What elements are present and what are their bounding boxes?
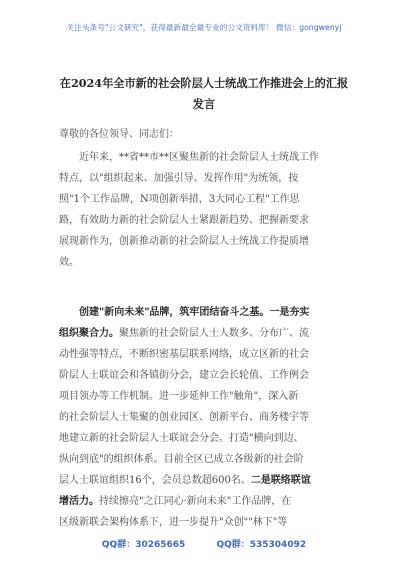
text-line: 聚焦新的社会阶层人士人数多、分布广、流 (119, 328, 309, 339)
subsection-heading: 二是联络联谊 (250, 475, 311, 486)
section-heading: 创建"新向未来"品牌，筑牢团结奋斗之基。一是夯实 (79, 307, 310, 318)
subsection-heading: 组织聚合力。 (59, 328, 119, 339)
text-line: 特点，以"组织起来、加强引导、发挥作用"为统领，按 (59, 173, 299, 184)
title-line-1: 在2024年全市新的社会阶层人士统战工作推进会上的汇报 (59, 76, 349, 90)
text-line: 的社会阶层人士集聚的创业园区、创新平台、商务楼宇等 (59, 412, 309, 423)
text-line: 地建立新的社会阶层人士联谊会分会。打造"横向到边、 (59, 433, 304, 444)
paragraph-intro (59, 147, 357, 273)
text-line: 项目领办等工作机制。进一步延伸工作"触角"，深入新 (59, 391, 299, 402)
qq-group-2: QQ群：535304092 (216, 540, 307, 550)
text-line: 近年来，**省**市**区聚焦新的社会阶层人士统战工作 (79, 152, 319, 163)
text-line: 纵向到底"的组织体系。目前全区已成立各级新的社会阶 (59, 454, 304, 465)
text-line: 层人士联谊组织16个，会员总数超600名。 (59, 475, 251, 486)
footer-contact (0, 537, 408, 550)
paragraph-section-1 (59, 302, 357, 533)
qq-group-1: QQ群：30265665 (101, 540, 186, 550)
title-line-2: 发言 (192, 97, 216, 111)
salutation: 尊敬的各位领导、同志们： (59, 129, 179, 140)
text-line: 照"1个工作品牌，N项创新举措，3大同心工程"工作思 (59, 194, 300, 205)
text-line: 路，有效助力新的社会阶层人士紧跟新趋势、把握新要求 (59, 215, 309, 226)
text-line: 持续擦亮"之江同心·新向未来"工作品牌，在 (99, 496, 292, 507)
subsection-heading: 增活力。 (59, 496, 99, 507)
document-title (40, 73, 368, 115)
text-line: 展现新作为，创新推动新的社会阶层人士统战工作提质增 (59, 236, 309, 247)
header-promo-note: 关注头条号"公文研究"，获得最新最全最专业的公文资料库！ 微信：gongwenyj (66, 23, 342, 32)
text-line: 阶层人士联谊会和各镇街分会，建立会长轮值、工作例会 (59, 370, 309, 381)
text-line: 区级新联会架构体系下，进一步提升"众创""林下"等 (59, 517, 288, 528)
text-line: 效。 (59, 257, 79, 268)
text-line: 动性强等特点，不断织密基层联系网络，成立区新的社会 (59, 349, 309, 360)
